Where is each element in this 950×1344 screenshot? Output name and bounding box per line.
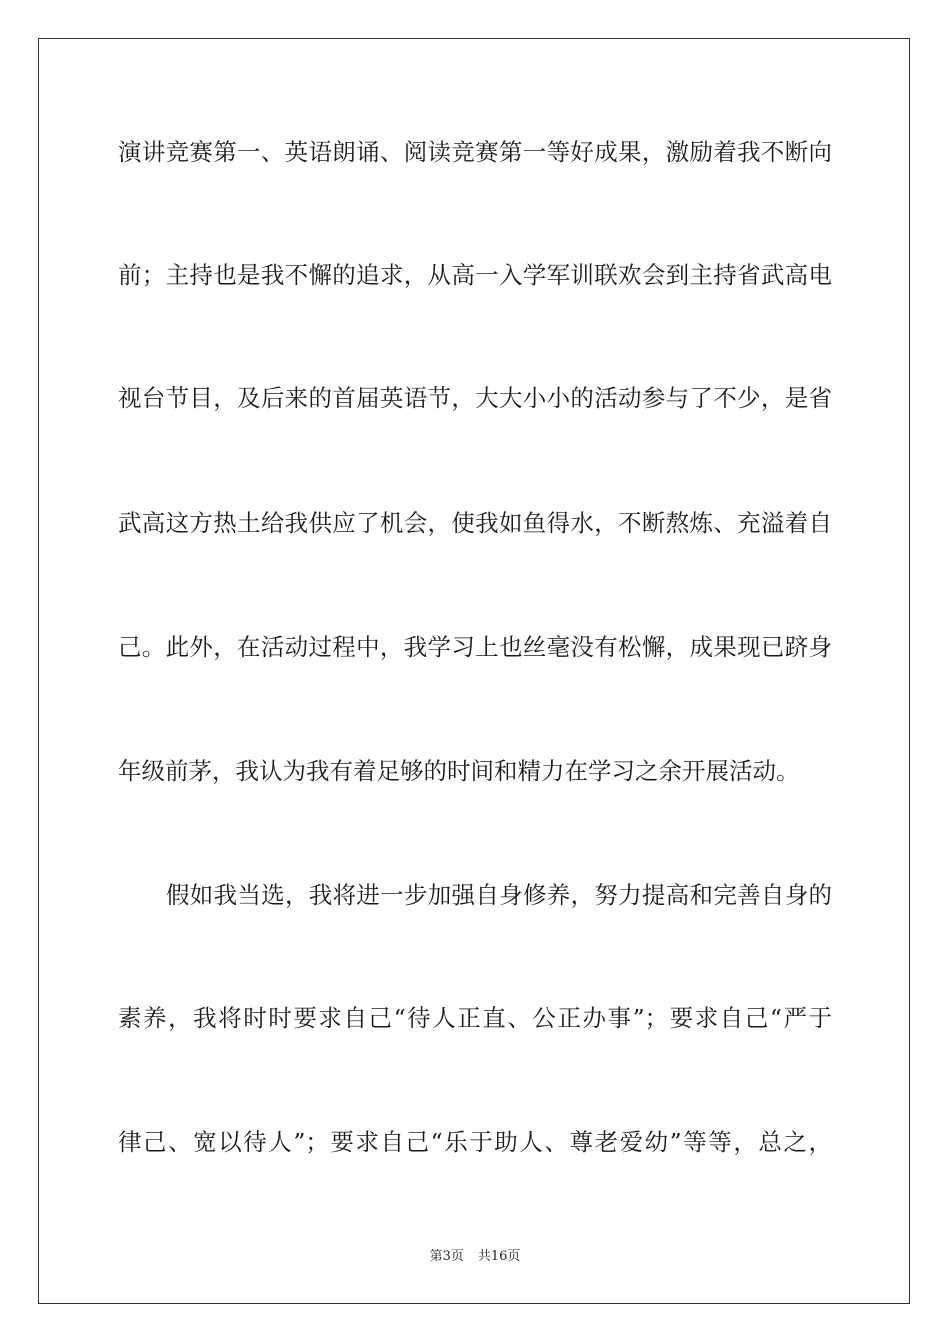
body-text-line: 律己、宽以待人”；要求自己“乐于助人、尊老爱幼”等等，总之， (118, 1128, 832, 1156)
paragraph-first-line: 假如我当选，我将进一步加强自身修养，努力提高和完善自身的 (166, 881, 832, 909)
body-text-line: 年级前茅，我认为我有着足够的时间和精力在学习之余开展活动。 (118, 757, 800, 785)
page-number: 第3页 (429, 1249, 464, 1264)
body-text-line: 素养，我将时时要求自己“待人正直、公正办事”；要求自己“严于 (118, 1004, 832, 1032)
body-text-line: 演讲竞赛第一、英语朗诵、阅读竞赛第一等好成果，激励着我不断向 (118, 138, 832, 166)
body-text-line: 前；主持也是我不懈的追求，从高一入学军训联欢会到主持省武高电 (118, 261, 832, 289)
body-text-line: 视台节目，及后来的首届英语节，大大小小的活动参与了不少，是省 (118, 384, 832, 412)
body-text-line: 己。此外，在活动过程中，我学习上也丝毫没有松懈，成果现已跻身 (118, 633, 832, 661)
body-text-line: 武高这方热土给我供应了机会，使我如鱼得水，不断熬炼、充溢着自 (118, 509, 832, 537)
page-footer (0, 1248, 950, 1266)
page-border (38, 38, 910, 1304)
total-pages: 共16页 (477, 1249, 521, 1264)
